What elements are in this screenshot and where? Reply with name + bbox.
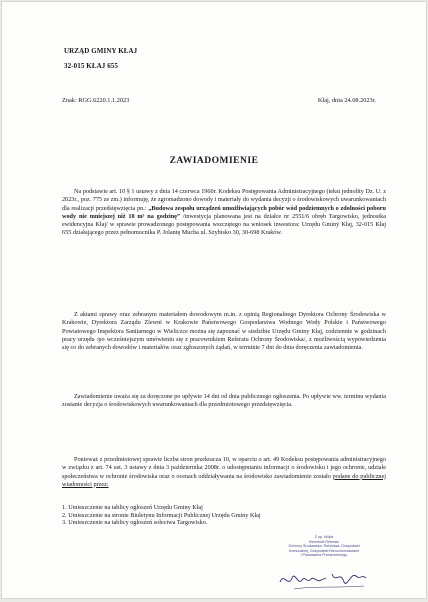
office-name: URZĄD GMINY KŁAJ	[64, 47, 138, 55]
publication-list	[62, 504, 386, 527]
case-reference: Znak: RGG.6220.1.1.2023	[62, 97, 130, 104]
paragraph-4	[62, 456, 386, 489]
stamp-line: Z up. Wójta	[314, 535, 334, 539]
list-item: 3. Umieszczenie na tablicy ogłoszeń sołectwa Targowisko.	[62, 519, 208, 527]
stamp-line: Ochrony Środowiska, Rolnictwa, Gospodarki	[288, 544, 360, 548]
official-stamp	[264, 535, 384, 558]
list-item: 1. Umieszczenie na tablicy ogłoszeń Urzędu Gminy Kłaj	[62, 504, 203, 511]
paragraph-3	[62, 393, 386, 410]
office-address: 32-015 KŁAJ 655	[64, 62, 118, 70]
paragraph-1-intro: Na podstawie art. 10 § 1 ustawy z dnia 14 czerwca 1960r. Kodeksu Postępowania Administracyjnego (tekst jednolity Dz. U. z 2023r., poz. 775 ze zm.) informuję, że zgromadzono dowody i materiały do wydania decyzji o środowiskowych uwarunkowaniach dla realizacji przedsięwzięcia pn.:	[62, 188, 386, 212]
stamp-line: Kierownik Referatu	[308, 539, 340, 544]
document-title: ZAWIADOMIENIE	[169, 156, 259, 166]
paragraph-4-text: Ponieważ z przedmiotowej sprawie liczba stron przekracza 10, w oparciu o art. 49 Kodeksu postępowania administracyjnego w związku z art. 74 ust. 3 ustawy z dnia 3 października 2008r. o udostępnianiu informacji o środowisku i jego ochronie, udziale społeczeństwa w ochronie środowiska oraz o ocenach oddziaływania na środowisko zawiadomienie zostało	[62, 456, 386, 480]
handwritten-signature	[274, 562, 384, 594]
paragraph-4-underlined: podane do publicznej wiadomości przez:	[62, 472, 386, 488]
stamp-line: Komunalnej, Gospodarki Nieruchomościami	[289, 548, 359, 553]
paragraph-2	[62, 311, 386, 352]
project-name: „Budowa zespołu urządzeń umożliwiających pobór wód podziemnych o zdolności poboru wody nie mniejszej niż 10 m³ na godzinę”	[62, 204, 386, 220]
stamp-line: i Planowania Przestrzennego	[300, 553, 348, 557]
paragraph-1	[62, 188, 386, 238]
paragraph-1-rest: /inwestycja planowana jest na działce nr 2551/6 obręb Targowisko, jednostka ewidencyjna Kłaj/ w sprawie prowadzonego postępowania wszczętego na wniosek inwestora: Urzędu Gminy Kłaj, 32-015 Kłaj 655 działającego przez pełnomocnika P. Jolantę Mucha ul. Szybisko 30, 30-698 Kraków.	[62, 212, 386, 237]
document-page	[2, 2, 426, 598]
list-item: 2. Umieszczenie na stronie Biuletynu Informacji Publicznej Urzędu Gminy Kłaj	[62, 511, 261, 519]
document-date: Kłaj, dnia 24.08.2023r.	[317, 97, 376, 104]
paragraph-2-text: Z aktami sprawy oraz zebranym materiałem dowodowym m.in. z opinią Regionalnego Dyrektora Ochrony Środowiska w Krakowie, Dyrektora Zarządu Zlewni w Krakowie Państwowego Gospodarstwa Wodnego Wody Polskie i Państwowego Powiatowego Inspektora Sanitarnego w Wieliczce można się zapoznać w siedzibie Urzędu Gminy Kłaj, codziennie w godzinach pracy urzędu /po wcześniejszym umówieniu się z pracownikiem Referatu Ochrony Środowiska/, z możliwością wypowiedzenia się co do zebranych dowodów i materiałów oraz zgłoszonych żądań, w terminie 7 dni do dnia doręczenia zawiadomienia.	[62, 311, 386, 351]
paragraph-3-text: Zawiadomienie uważa się za doręczone po upływie 14 dni od dnia publicznego ogłoszenia. Po upływie ww. terminu wydania zostanie decyzja o środowiskowych uwarunkowaniach dla przedmiotowego przedsięwzięcia.	[62, 393, 386, 409]
